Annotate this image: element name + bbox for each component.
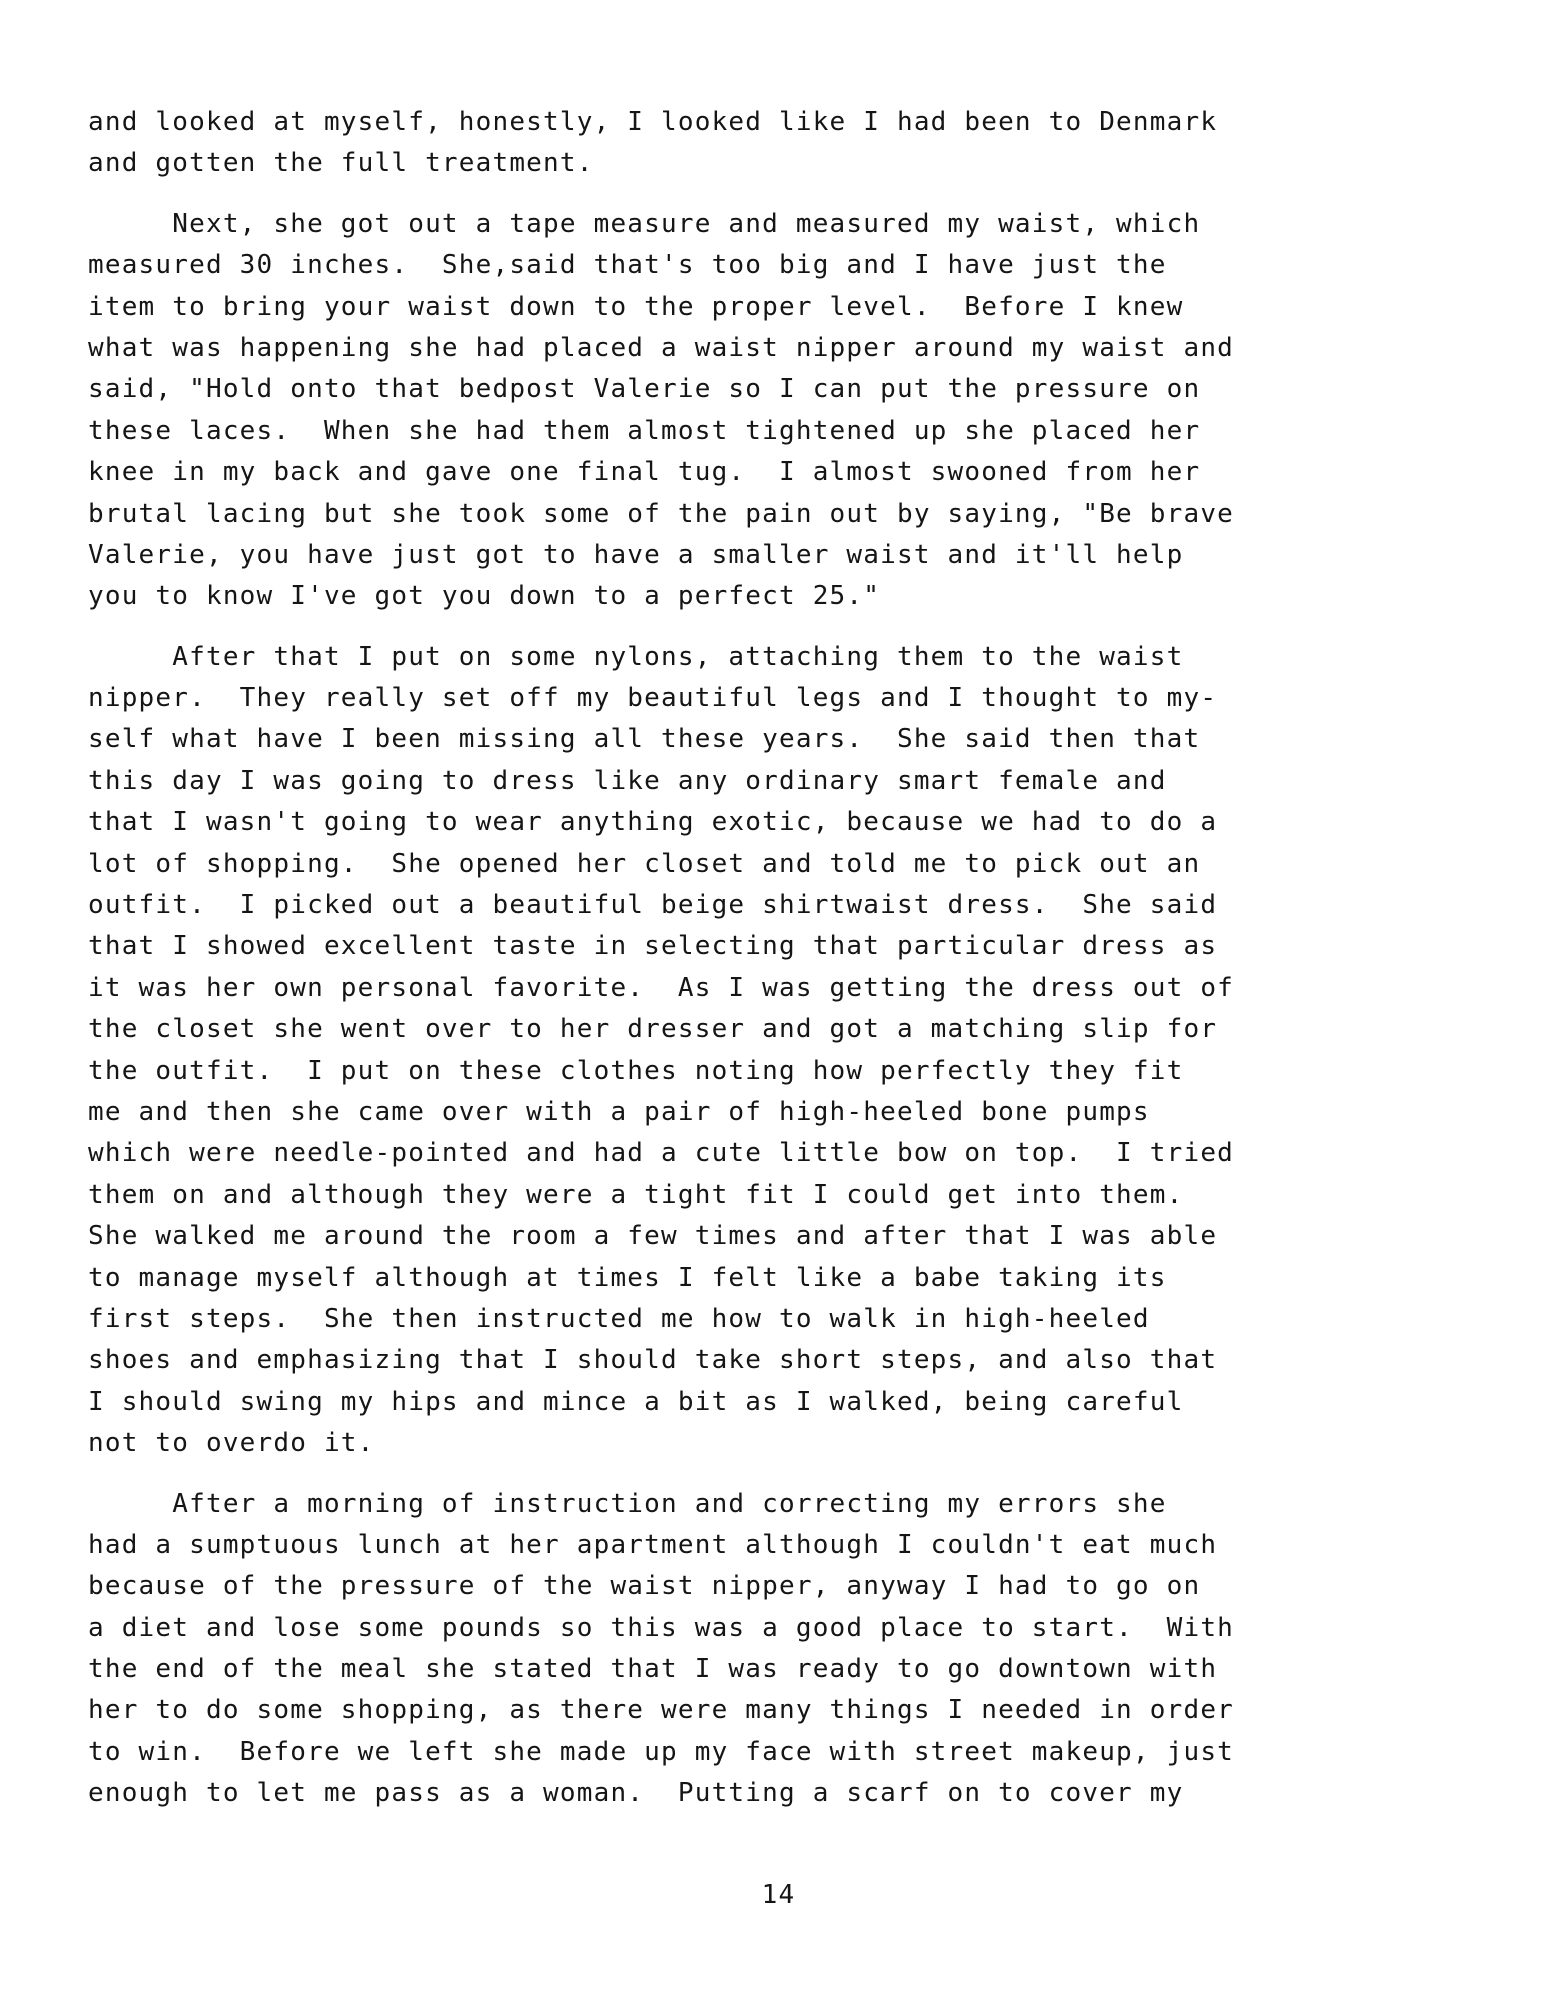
text-line: outfit. I picked out a beautiful beige shirtwaist dress. She said — [88, 890, 1218, 921]
page-number: 14 — [761, 1880, 796, 1910]
text-line: lot of shopping. She opened her closet and told me to pick out an — [88, 848, 1201, 879]
text-line: which were needle-pointed and had a cute little bow on top. I tried — [88, 1138, 1235, 1169]
text-line: this day I was going to dress like any ordinary smart female and — [88, 765, 1167, 796]
text-line: them on and although they were a tight fit I could get into them. — [88, 1179, 1184, 1210]
text-line: that I showed excellent taste in selecting that particular dress as — [88, 931, 1218, 962]
text-line: and gotten the full treatment. — [88, 148, 594, 179]
text-line: I should swing my hips and mince a bit as I walked, being careful — [88, 1386, 1184, 1417]
text-line: that I wasn't going to wear anything exotic, because we had to do a — [88, 807, 1218, 838]
text-line: because of the pressure of the waist nipper, anyway I had to go on — [88, 1571, 1201, 1602]
text-line: first steps. She then instructed me how to walk in high-heeled — [88, 1303, 1150, 1334]
text-line: After a morning of instruction and correcting my errors she — [88, 1488, 1167, 1519]
text-line: enough to let me pass as a woman. Putting a scarf on to cover my — [88, 1778, 1184, 1809]
text-line: to win. Before we left she made up my face with street makeup, just — [88, 1736, 1235, 1767]
text-line: it was her own personal favorite. As I was getting the dress out of — [88, 972, 1235, 1003]
text-line: to manage myself although at times I felt like a babe taking its — [88, 1262, 1167, 1293]
text-line: not to overdo it. — [88, 1428, 375, 1459]
text-line: Next, she got out a tape measure and measured my waist, which — [88, 208, 1201, 239]
paragraph — [88, 637, 1488, 1465]
text-line: measured 30 inches. She,said that's too big and I have just the — [88, 250, 1167, 281]
text-line: had a sumptuous lunch at her apartment although I couldn't eat much — [88, 1529, 1218, 1560]
paragraph — [88, 102, 1488, 185]
text-line: you to know I've got you down to a perfect 25." — [88, 581, 881, 612]
text-line: shoes and emphasizing that I should take short steps, and also that — [88, 1345, 1218, 1376]
text-line: the end of the meal she stated that I was ready to go downtown with — [88, 1654, 1218, 1685]
text-line: brutal lacing but she took some of the pain out by saying, "Be brave — [88, 498, 1235, 529]
text-line: Valerie, you have just got to have a smaller waist and it'll help — [88, 539, 1184, 570]
text-line: item to bring your waist down to the proper level. Before I knew — [88, 291, 1184, 322]
text-line: self what have I been missing all these years. She said then that — [88, 724, 1201, 755]
text-line: the outfit. I put on these clothes noting how perfectly they fit — [88, 1055, 1184, 1086]
text-line: She walked me around the room a few times and after that I was able — [88, 1221, 1218, 1252]
page-body-text — [88, 102, 1488, 1834]
text-line: knee in my back and gave one final tug. I almost swooned from her — [88, 457, 1201, 488]
text-line: and looked at myself, honestly, I looked like I had been to Denmark — [88, 107, 1218, 137]
text-line: After that I put on some nylons, attaching them to the waist — [88, 641, 1184, 672]
text-line: her to do some shopping, as there were many things I needed in order — [88, 1695, 1235, 1726]
text-line: what was happening she had placed a waist nipper around my waist and — [88, 332, 1235, 363]
text-line: these laces. When she had them almost tightened up she placed her — [88, 415, 1201, 446]
text-line: nipper. They really set off my beautiful legs and I thought to my- — [88, 683, 1218, 714]
paragraph — [88, 1484, 1488, 1815]
text-line: me and then she came over with a pair of high-heeled bone pumps — [88, 1096, 1150, 1127]
text-line: said, "Hold onto that bedpost Valerie so I can put the pressure on — [88, 374, 1201, 405]
paragraph — [88, 204, 1488, 618]
text-line: the closet she went over to her dresser and got a matching slip for — [88, 1014, 1218, 1045]
text-line: a diet and lose some pounds so this was a good place to start. With — [88, 1612, 1235, 1643]
